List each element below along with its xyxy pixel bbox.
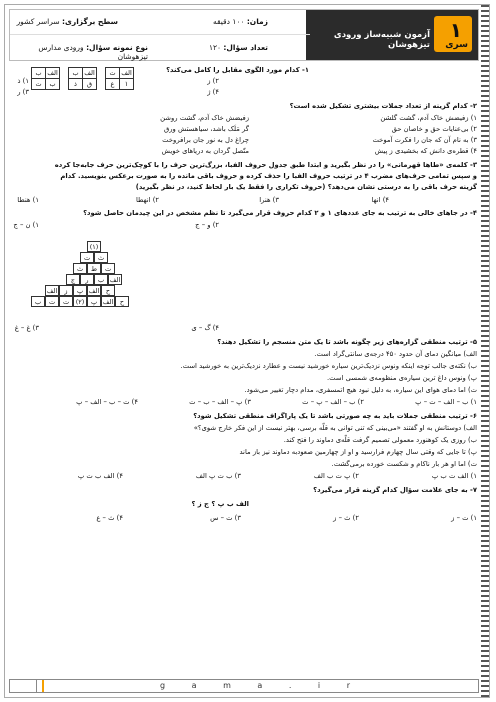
q5-title: ۵- ترتیب منطقی گزاره‌های زیر چگونه باشد تا یک متن منسجم را تشکیل دهند؟ — [217, 338, 477, 346]
grid-gap — [60, 68, 69, 79]
grid-cell: ۱ — [120, 79, 134, 90]
q2-option-4[interactable]: ۴) قطره‌ی دانش که بخشیدی ز پیش — [374, 147, 477, 155]
q3-line-1: ۳- کلمه‌ی «طاها قهرمانی» را در نظر بگیرید و ابتدا طبق جدول حروف الفبا، بزرگ‌ترین حرف را با کوچک‌ترین حرف جابه‌جا کرده — [54, 161, 477, 169]
q7-title: ۷- به جای علامت سؤال کدام گزینه قرار می‌گیرد؟ — [313, 486, 477, 494]
q4-letter-pyramid — [23, 241, 133, 321]
exam-header — [9, 9, 479, 61]
type-info: نوع نمونه سؤال: ورودی مدارس تیزهوشان — [38, 43, 148, 61]
q4-option-1[interactable]: ۱) ن – ج — [13, 221, 39, 229]
q5-option-1[interactable]: ۱) ب – الف – ت – پ — [415, 398, 477, 406]
pyramid-cell: ب — [94, 274, 108, 285]
q4-title: ۴- در جاهای خالی به ترتیب به جای عددهای ۱ و ۲ کدام حروف قرار می‌گیرد تا نظم مشخص در این چیدمان حاصل شود؟ — [83, 209, 477, 217]
q1-pattern-grid — [31, 67, 134, 90]
q2-option-2[interactable]: ۲) بی‌عنایات حق و خاصان حق — [391, 125, 477, 133]
q2-option-4b: متّصل گردان به دریاهای خویش — [161, 147, 249, 155]
grid-cell: الف — [47, 69, 58, 77]
series-badge — [434, 16, 472, 52]
level-info: سطح برگزاری: سراسر کشور — [16, 17, 118, 26]
pyramid-cell: ت — [45, 296, 59, 307]
page-footer — [9, 679, 479, 693]
q3-option-4[interactable]: ۴) انها — [371, 196, 389, 204]
grid-cell: ع — [106, 79, 120, 90]
grid-cell: ب — [32, 68, 46, 79]
exam-page — [4, 4, 490, 698]
pyramid-cell: ج — [66, 274, 80, 285]
q2-option-3b: چراغ دل به نور جان برافروخت — [162, 136, 249, 144]
series-label: سری — [445, 40, 468, 50]
page-number-box — [10, 680, 37, 692]
grid-cell: ب — [46, 79, 60, 90]
pyramid-cell: ح — [101, 285, 115, 296]
page-edge-stripe — [481, 5, 489, 697]
q6-option-1[interactable]: ۱) الف ت ب پ — [431, 472, 477, 480]
q7-option-1[interactable]: ۱) ت – ز — [451, 514, 477, 522]
q6-statement-a: الف) دوستانش به او گفتند «می‌بینی که تنی توانی به قلّه برسی، بهتر نیست از این فکر خارج شوی؟» — [193, 424, 477, 432]
q7-option-4[interactable]: ۴) ث – ع — [96, 514, 123, 522]
pyramid-cell: پ — [73, 285, 87, 296]
q4-option-4[interactable]: ۴) گ – ی — [191, 324, 219, 332]
pyramid-cell: الف — [109, 276, 121, 284]
q6-statement-t: ت) اما او هر بار ناکام و شکست خورده برمی‌گشت. — [331, 460, 477, 468]
grid-gap — [97, 68, 106, 79]
pyramid-cell: ت — [101, 263, 115, 274]
q6-option-4[interactable]: ۴) الف ب ت پ — [77, 472, 123, 480]
pyramid-cell: ح — [115, 296, 129, 307]
grid-gap — [60, 79, 69, 90]
q4-option-2[interactable]: ۲) و – ج — [195, 221, 219, 229]
q3-line-2: و سپس تمامی حرف‌های مضرب ۴ در ترتیب حروف الفبا را حذف کرده و حروف باقی مانده را به صورت برعکس بنویسید. کدام — [60, 172, 477, 180]
q5-statement-p: پ) ونوس داغ ترین سیاره‌ی منظومه‌ی شمسی است. — [327, 374, 477, 382]
series-number: ۱ — [449, 18, 462, 42]
pyramid-cell: الف — [88, 287, 100, 295]
q6-title: ۶- ترتیب منطقی جملات باید به چه صورتی باشد تا یک پاراگراف منطقی تشکیل شود؟ — [193, 412, 477, 420]
pyramid-cell: ز — [59, 285, 73, 296]
q5-statement-b: ب) نکته‌ی جالب توجه اینکه ونوس نزدیک‌ترین سیاره خورشید نیست و عطارد نزدیک‌ترین به خورشید است. — [180, 362, 477, 370]
q1-option-1[interactable]: ۱) ذ — [17, 77, 29, 85]
grid-cell: الف — [84, 69, 95, 77]
q2-title: ۲- کدام گزینه از تعداد جملات بیشتری تشکیل شده است؟ — [289, 102, 477, 110]
count-info: تعداد سؤال: ۱۲۰ — [208, 43, 268, 52]
grid-cell: ت — [106, 68, 120, 79]
q1-title: ۱- کدام مورد الگوی مقابل را کامل می‌کند؟ — [166, 66, 309, 74]
q7-option-2[interactable]: ۲) ث – ز — [333, 514, 359, 522]
pyramid-cell: الف — [46, 287, 58, 295]
q5-statement-a: الف) میانگین دمای آن حدود ۴۵۰ درجه‌ی سانتی‌گراد است. — [314, 350, 477, 358]
q7-sequence: الف ب پ ؟ ج ز ؟ — [191, 500, 249, 508]
q1-option-3[interactable]: ۳) ر — [17, 88, 29, 96]
pyramid-cell: ث — [73, 263, 87, 274]
q6-statement-b: ب) روزی یک کوهنورد معمولی تصمیم گرفت قلّه‌ی دماوند را فتح کند. — [283, 436, 477, 444]
grid-cell: ذ — [69, 79, 83, 90]
pyramid-cell: (۲) — [73, 296, 87, 307]
q3-option-2[interactable]: ۲) انهطا — [135, 196, 159, 204]
q2-option-2b: گر مَلَک باشد، سیاهستش ورق — [163, 125, 249, 133]
pyramid-cell: ث — [94, 252, 108, 263]
footer-brand: g a m a . i r — [160, 681, 362, 690]
pyramid-cell: ت — [59, 296, 73, 307]
q2-option-1b: زفیضش خاک آدم، گشت روشن — [160, 114, 249, 122]
q1-option-2[interactable]: ۲) ز — [207, 77, 219, 85]
pyramid-cell: (۱) — [87, 241, 101, 252]
q5-option-2[interactable]: ۲) ب – الف – پ – ت — [302, 398, 364, 406]
pyramid-cell: ر — [80, 274, 94, 285]
footer-accent-bar — [42, 680, 44, 692]
q5-option-4[interactable]: ۴) ت – ب – الف – پ — [76, 398, 138, 406]
q1-option-4[interactable]: ۴) ژ — [207, 88, 219, 96]
grid-cell: ت — [32, 79, 46, 90]
q2-option-3[interactable]: ۳) به نام آن که جان را فکرت آموخت — [372, 136, 477, 144]
pyramid-cell: ط — [87, 263, 101, 274]
grid-cell: الف — [121, 69, 132, 77]
header-divider — [10, 34, 310, 35]
exam-logo — [306, 10, 478, 60]
q6-statement-p: پ) تا جایی که وقتی سال چهارم فرارسید و او از چهارمین صعودبه دماوند نیز باز ماند — [239, 448, 477, 456]
q4-option-3[interactable]: ۳) غ – غ — [14, 324, 39, 332]
q3-line-3: گزینه حرف باقی را به درستی نشان می‌دهد؟ (حروف تکراری را فقط یک بار لحاظ کنید، در نظر بگیرید) — [135, 183, 477, 191]
q2-option-1[interactable]: ۱) زفیضش خاک آدم، گشت گلشن — [380, 114, 477, 122]
q6-option-3[interactable]: ۳) ب ت پ الف — [195, 472, 241, 480]
q3-option-3[interactable]: ۳) هنرا — [259, 196, 279, 204]
time-info: زمان: ۱۰۰ دقیقه — [212, 17, 268, 26]
pyramid-cell: ت — [80, 252, 94, 263]
q5-option-3[interactable]: ۳) پ – الف – ب – ت — [189, 398, 251, 406]
q5-statement-t: ت) اما دمای هوای این سیاره، به دلیل نبود هیچ اتمسفری، مدام دچار تغییر می‌شود. — [244, 386, 477, 394]
q3-option-1[interactable]: ۱) هنطا — [17, 196, 39, 204]
q6-option-2[interactable]: ۲) پ ت ب الف — [313, 472, 359, 480]
grid-cell: ق — [83, 79, 97, 90]
pyramid-cell: پ — [87, 296, 101, 307]
grid-cell: ب — [69, 68, 83, 79]
pyramid-cell: ب — [31, 296, 45, 307]
pyramid-cell: الف — [102, 298, 114, 306]
q7-option-3[interactable]: ۳) ت – س — [210, 514, 241, 522]
grid-gap — [97, 79, 106, 90]
logo-text: آزمون شبیه‌ساز ورودی تیزهوشان — [333, 30, 430, 50]
